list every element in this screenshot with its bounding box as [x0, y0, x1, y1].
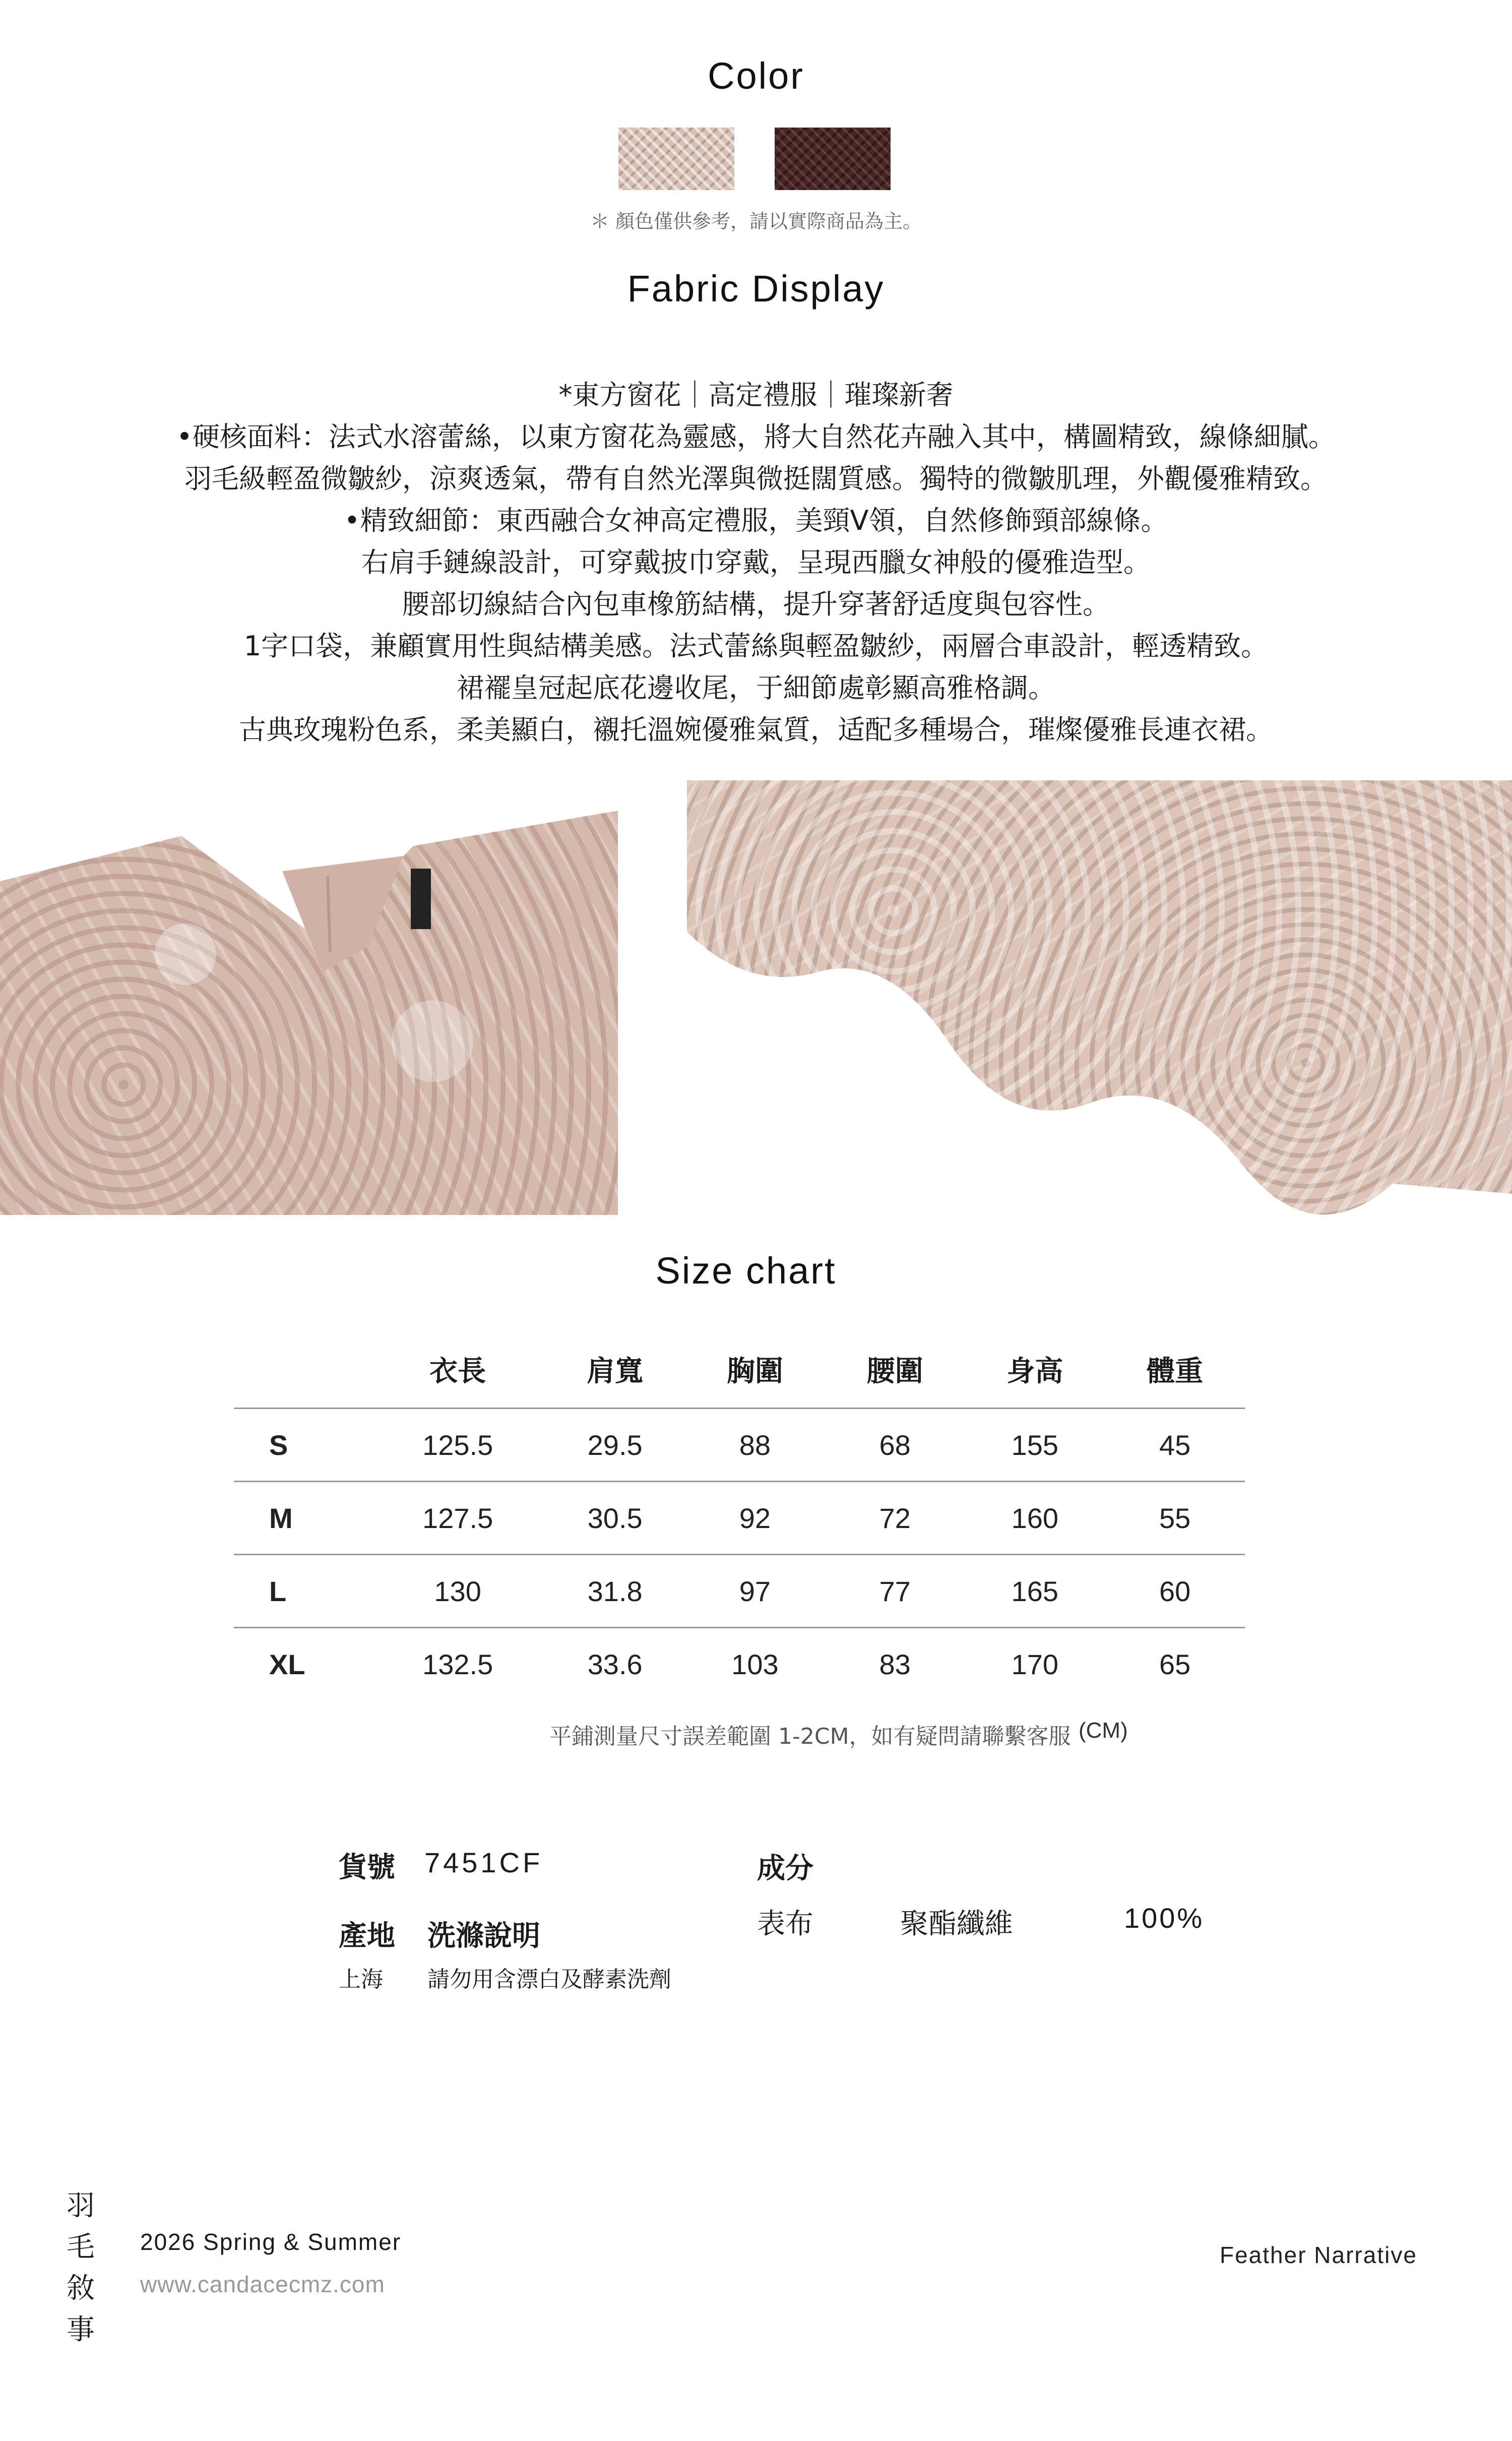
brand-english-name: Feather Narrative: [1220, 2242, 1417, 2268]
column-header-height: 身高: [1006, 1355, 1063, 1387]
fabric-heading: Fabric Display: [627, 268, 885, 310]
size-label: S: [234, 1409, 370, 1482]
sku-value: 7451CF: [424, 1847, 543, 1878]
table-cell: 155: [965, 1409, 1105, 1482]
lace-hem-photo: [687, 780, 1512, 1215]
column-header-waist: 腰圍: [866, 1355, 923, 1387]
size-column-header: [234, 1331, 370, 1409]
table-cell: 83: [825, 1628, 965, 1700]
dress-neckline-photo: [0, 780, 618, 1215]
pink-color-swatch[interactable]: [618, 128, 734, 190]
table-cell: 60: [1105, 1555, 1245, 1628]
sku-label: 貨號: [339, 1851, 395, 1884]
table-cell: 30.5: [545, 1482, 685, 1555]
description-line: 古典玫瑰粉色系，柔美顯白，襯托溫婉優雅氣質，适配多種場合，璀燦優雅長連衣裙。: [239, 714, 1273, 746]
table-cell: 92: [685, 1482, 825, 1555]
description-line: 右肩手鏈線設計，可穿戴披巾穿戴，呈現西臘女神般的優雅造型。: [361, 546, 1151, 578]
unit-label: (CM): [1079, 1718, 1128, 1743]
table-cell: 132.5: [370, 1628, 545, 1700]
table-row: [234, 1482, 1245, 1555]
column-header-bust: 胸圍: [726, 1355, 783, 1387]
column-header-length: 衣長: [429, 1355, 486, 1387]
brand-char: 敘: [67, 2272, 95, 2305]
table-cell: 72: [825, 1482, 965, 1555]
table-cell: 55: [1105, 1482, 1245, 1555]
table-row: [234, 1409, 1245, 1482]
table-cell: 31.8: [545, 1555, 685, 1628]
origin-value: 上海: [339, 1967, 383, 1992]
size-label: L: [234, 1555, 370, 1628]
table-cell: 33.6: [545, 1628, 685, 1700]
composition-material: 聚酯纖維: [900, 1908, 1013, 1940]
size-table-header: [234, 1331, 1245, 1409]
description-line: •硬核面料：法式水溶蕾絲，以東方窗花為靈感，將大自然花卉融入其中，構圖精致，線條細膩。: [176, 421, 1336, 453]
table-cell: 68: [825, 1409, 965, 1482]
table-cell: 170: [965, 1628, 1105, 1700]
brand-char: 羽: [67, 2189, 95, 2222]
composition-part: 表布: [757, 1908, 813, 1940]
table-cell: 88: [685, 1409, 825, 1482]
neckline-illustration: [0, 780, 618, 1215]
color-note: ＊ 顏色僅供參考，請以實際商品為主。: [590, 210, 922, 232]
table-cell: 125.5: [370, 1409, 545, 1482]
description-line: 羽毛級輕盈微皺紗，涼爽透氣，帶有自然光澤與微挺闊質感。獨特的微皺肌理，外觀優雅精致。: [184, 463, 1328, 495]
measurement-note: 平鋪測量尺寸誤差範圍 1-2CM，如有疑問請聯繫客服: [549, 1724, 1071, 1749]
size-chart-heading: Size chart: [655, 1250, 837, 1292]
brand-char: 毛: [67, 2231, 95, 2264]
color-heading: Color: [708, 55, 804, 97]
lace-hem-illustration: [687, 780, 1512, 1215]
wash-instructions: 請勿用含漂白及酵素洗劑: [427, 1967, 671, 1992]
column-header-shoulder: 肩寬: [587, 1355, 644, 1387]
table-row: [234, 1628, 1245, 1700]
origin-label: 產地: [339, 1920, 395, 1952]
size-label: XL: [234, 1628, 370, 1700]
table-cell: 160: [965, 1482, 1105, 1555]
column-header-weight: 體重: [1147, 1355, 1204, 1387]
website-link[interactable]: www.candacecmz.com: [140, 2271, 385, 2297]
table-cell: 127.5: [370, 1482, 545, 1555]
brand-vertical-logo: [66, 2185, 96, 2351]
brand-char: 事: [67, 2313, 95, 2346]
description-line: 腰部切線結合內包車橡筋結構，提升穿著舒适度與包容性。: [402, 588, 1110, 620]
table-cell: 165: [965, 1555, 1105, 1628]
table-cell: 77: [825, 1555, 965, 1628]
table-cell: 29.5: [545, 1409, 685, 1482]
table-cell: 130: [370, 1555, 545, 1628]
brown-color-swatch[interactable]: [775, 128, 891, 190]
table-cell: 103: [685, 1628, 825, 1700]
composition-label: 成分: [757, 1852, 813, 1885]
table-row: [234, 1555, 1245, 1628]
table-cell: 65: [1105, 1628, 1245, 1700]
description-line: *東方窗花｜高定禮服｜璀璨新奢: [558, 379, 954, 411]
fabric-description: [0, 374, 1512, 751]
wash-label: 洗滌說明: [427, 1920, 540, 1952]
description-line: 1字口袋，兼顧實用性與結構美感。法式蕾絲與輕盈皺紗，兩層合車設計，輕透精致。: [243, 630, 1269, 662]
table-cell: 97: [685, 1555, 825, 1628]
description-line: 裙襬皇冠起底花邊收尾，于細節處彰顯高雅格調。: [457, 672, 1055, 704]
composition-percent: 100%: [1124, 1902, 1205, 1934]
description-line: •精致細節：東西融合女神高定禮服，美頸V領，自然修飾頸部線條。: [344, 505, 1168, 536]
size-label: M: [234, 1482, 370, 1555]
table-cell: 45: [1105, 1409, 1245, 1482]
size-table: [234, 1331, 1245, 1700]
season-label: 2026 Spring & Summer: [140, 2229, 402, 2255]
